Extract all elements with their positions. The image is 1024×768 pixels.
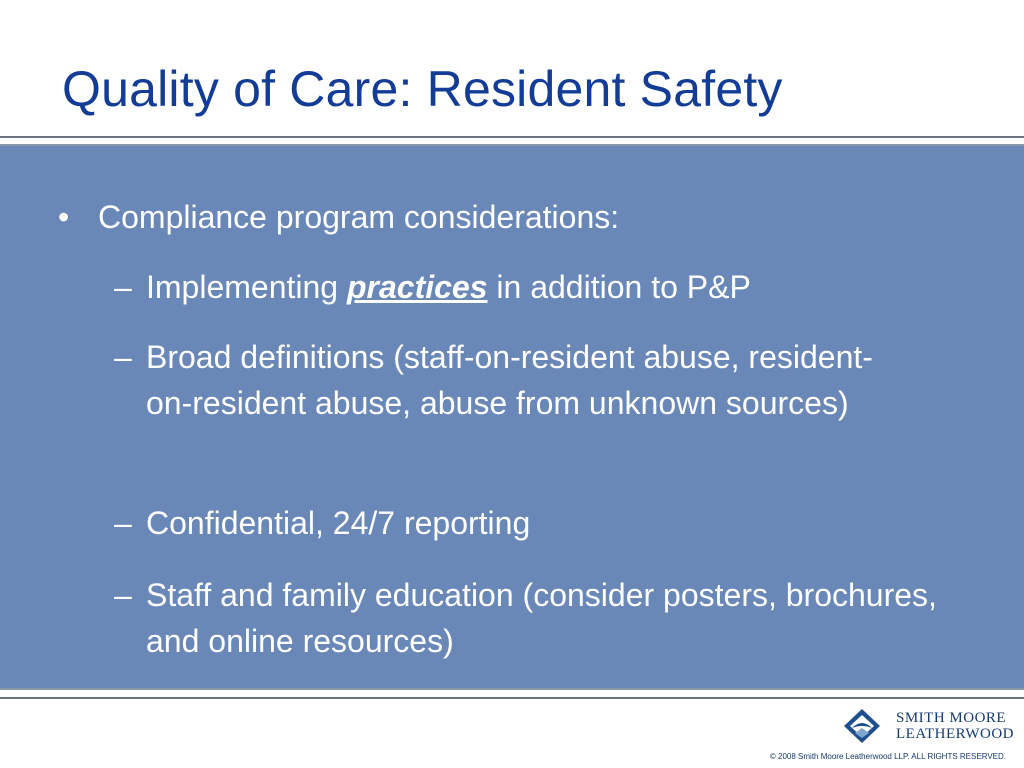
sub-text-after: in addition to P&P — [487, 269, 751, 305]
company-logo — [842, 706, 1012, 746]
sub-text: Staff and family education (consider posters, brochures, and online resources) — [146, 577, 937, 659]
slide-title: Quality of Care: Resident Safety — [62, 61, 783, 117]
sub-text-before: Implementing — [146, 269, 347, 305]
bullet-marker: • — [58, 199, 70, 235]
sub-item-reporting — [114, 500, 954, 546]
sub-marker: – — [114, 339, 132, 375]
diamond-logo-icon — [842, 708, 882, 744]
sub-item-practices — [114, 264, 954, 310]
top-divider — [0, 136, 1024, 138]
sub-item-definitions — [114, 334, 954, 426]
sub-marker: – — [114, 269, 132, 305]
sub-marker: – — [114, 505, 132, 541]
bullet-item — [58, 194, 619, 240]
copyright-notice: © 2008 Smith Moore Leatherwood LLP. ALL RIGHTS RESERVED. — [769, 752, 1006, 761]
content-panel — [0, 144, 1024, 690]
sub-item-education — [114, 572, 954, 664]
bottom-divider — [0, 697, 1024, 699]
bullet-text: Compliance program considerations: — [98, 199, 620, 235]
logo-text-line1: SMITH MOORE — [896, 710, 1007, 726]
emphasis-practices: practices — [346, 269, 488, 305]
sub-text: Broad definitions (staff-on-resident abuse, resident-on-resident abuse, abuse from unknown sources) — [146, 339, 873, 421]
sub-text: Confidential, 24/7 reporting — [146, 505, 531, 541]
sub-marker: – — [114, 577, 132, 613]
logo-text-line2: LEATHERWOOD — [896, 726, 1014, 742]
